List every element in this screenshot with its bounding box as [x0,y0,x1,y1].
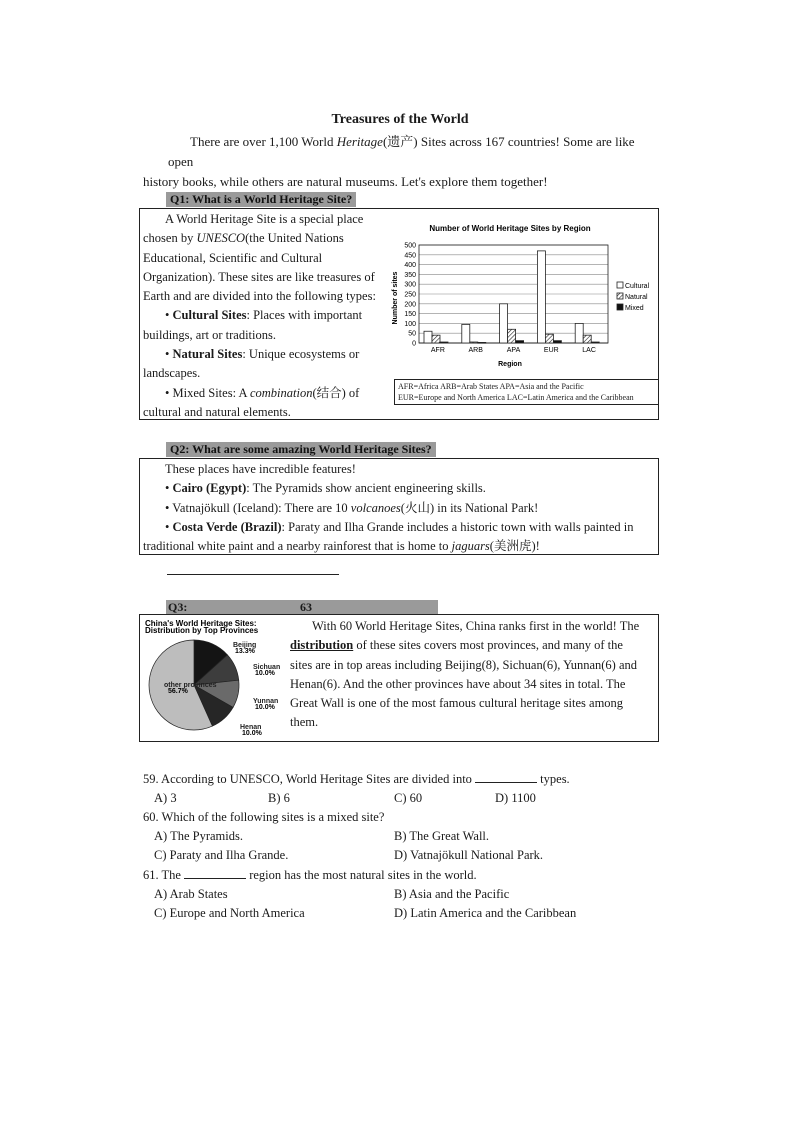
y-tick-label: 150 [404,311,416,319]
bar-cultural-eur [537,251,545,343]
x-tick-label: LAC [582,347,596,354]
region-abbrev-box [394,379,659,405]
bar-natural-eur [545,334,553,343]
question-59-stem [143,770,570,789]
pie-label: other provinces [164,682,217,689]
q61-option-d[interactable]: D) Latin America and the Caribbean [394,906,577,920]
q1-heading: Q1: What is a World Heritage Site? [166,192,356,207]
q59-option-b[interactable]: B) 6 [268,791,290,805]
page-title: Treasures of the World [331,112,469,127]
question-61-stem [143,866,477,885]
legend-swatch [617,282,623,288]
y-tick-label: 350 [404,271,416,279]
y-tick-label: 400 [404,262,416,270]
q2-line: • Vatnajökull (Iceland): There are 10 volcanoes(火山) in its National Park! [165,500,539,515]
pie-label: Yunnan [253,698,279,705]
q1-line: • Natural Sites: Unique ecosystems or [165,347,360,362]
q61-stem-end: region has the most natural sites in the world. [249,868,477,882]
pie-chart [142,617,284,739]
q61-option-b[interactable]: B) Asia and the Pacific [394,887,510,901]
bar-mixed-arb [478,342,486,343]
q2-line: These places have incredible features! [165,462,356,476]
x-tick-label: APA [506,347,521,354]
bar-natural-apa [508,329,516,343]
bar-chart-title: Number of World Heritage Sites by Region [429,224,591,233]
bar-natural-lac [583,335,591,343]
q1-line: • Cultural Sites: Places with important [165,308,363,323]
bar-mixed-apa [516,341,524,343]
legend-swatch [617,293,623,299]
pie-label: Beijing [233,642,257,649]
bar-cultural-lac [575,323,583,343]
bar-mixed-afr [440,342,448,343]
q61-option-c[interactable]: C) Europe and North America [154,906,305,920]
q1-line: Earth and are divided into the following types: [143,289,376,304]
bar-mixed-lac [591,342,599,343]
y-tick-label: 250 [404,291,416,299]
q3-heading: Q3: [168,600,188,614]
q61-stem-text: 61. The [143,868,181,882]
q1-line: Organization). These sites are like treasures of [143,269,375,284]
q2-line: • Cairo (Egypt): The Pyramids show ancient engineering skills. [165,481,486,496]
q3-line-text: distribution of these sites covers most provinces, and many of the [290,638,623,653]
pie-chart-title-line-1: China's World Heritage Sites: [145,619,257,628]
q1-line: landscapes. [143,366,201,381]
y-tick-label: 200 [404,301,416,309]
x-tick-label: AFR [430,347,445,354]
bar-cultural-arb [462,324,470,343]
q2-heading: Q2: What are some amazing World Heritage Sites? [166,442,436,457]
q60-option-d[interactable]: D) Vatnajökull National Park. [394,848,544,862]
pie-pct-label: 13.3% [235,648,255,655]
pie-label: Sichuan [253,664,281,671]
q59-option-d[interactable]: D) 1100 [495,791,536,805]
bar-cultural-afr [424,331,432,343]
q3-heading-number: 63 [300,600,312,614]
legend-label: Cultural [625,283,650,290]
legend-label: Mixed [625,305,644,312]
q3-text [290,617,654,733]
q3-line [290,636,654,655]
divider-line [167,574,339,575]
bar-chart [385,218,657,380]
q3-line: them. [290,715,319,730]
pie-pct-label: 10.0% [255,704,275,711]
q61-option-a[interactable]: A) Arab States [154,887,228,901]
y-tick-label: 100 [404,320,416,328]
q59-option-c[interactable]: C) 60 [394,791,423,805]
q1-line: • Mixed Sites: A combination(结合) of [165,385,360,400]
bar-chart-xlabel: Region [498,361,522,368]
legend-label: Natural [625,294,648,301]
pie-label: Henan [240,724,262,731]
q2-text [143,460,657,556]
pie-pct-label: 10.0% [242,730,262,737]
intro-line-1: There are over 1,100 World Heritage(遗产) Sites across 167 countries! Some are like open [168,134,635,169]
bar-natural-arb [470,342,478,343]
y-tick-label: 0 [412,340,416,348]
q60-option-a[interactable]: A) The Pyramids. [154,829,243,843]
bar-natural-afr [432,335,440,343]
y-tick-label: 50 [408,330,416,338]
q59-stem-end: types. [540,772,570,786]
q1-line: cultural and natural elements. [143,404,291,419]
q3-heading-bar [166,600,438,614]
bar-mixed-eur [553,341,561,343]
q59-option-a[interactable]: A) 3 [154,791,177,805]
region-abbrev-line-1: AFR=Africa ARB=Arab States APA=Asia and the Pacific [398,382,584,391]
y-tick-label: 450 [404,252,416,260]
x-tick-label: ARB [468,347,483,354]
region-abbrev-line-2: EUR=Europe and North America LAC=Latin America and the Caribbean [398,393,634,402]
q1-line: chosen by UNESCO(the United Nations [143,231,344,246]
question-60-stem: 60. Which of the following sites is a mixed site? [143,810,385,824]
q3-line [290,617,654,636]
q3-line: Henan(6). And the other provinces have about 34 sites in total. The [290,676,626,691]
bar-chart-ylabel: Number of sites [392,271,399,325]
q60-option-b[interactable]: B) The Great Wall. [394,829,490,843]
x-tick-label: EUR [543,347,559,354]
legend-swatch [617,304,623,310]
q1-line: A World Heritage Site is a special place [165,212,364,226]
q2-line: traditional white paint and a nearby rainforest that is home to jaguars(美洲虎)! [143,539,540,554]
y-tick-label: 300 [404,281,416,289]
q61-blank[interactable] [184,866,246,879]
q60-option-c[interactable]: C) Paraty and Ilha Grande. [154,848,289,862]
bar-cultural-apa [500,304,508,343]
q3-line: Great Wall is one of the most famous cultural heritage sites among [290,696,624,711]
q59-stem-text: 59. According to UNESCO, World Heritage Sites are divided into [143,772,472,786]
q3-line-text: With 60 World Heritage Sites, China ranks first in the world! The [312,619,640,633]
y-tick-label: 500 [404,242,416,250]
q59-blank[interactable] [475,770,537,783]
q1-line: buildings, art or traditions. [143,327,276,342]
q3-line: sites are in top areas including Beijing(8), Sichuan(6), Yunnan(6) and [290,657,638,672]
pie-pct-label: 10.0% [255,670,275,677]
pie-chart-title-line-2: Distribution by Top Provinces [145,626,259,635]
intro-line-2: history books, while others are natural museums. Let's explore them together! [143,174,548,189]
intro-paragraph [143,132,653,192]
q1-line: Educational, Scientific and Cultural [143,250,323,265]
q1-text [143,210,393,422]
pie-pct-label: 56.7% [168,688,188,695]
q2-line: • Costa Verde (Brazil): Paraty and Ilha Grande includes a historic town with walls painted in [165,519,634,534]
bar-chart-legend [617,282,650,312]
